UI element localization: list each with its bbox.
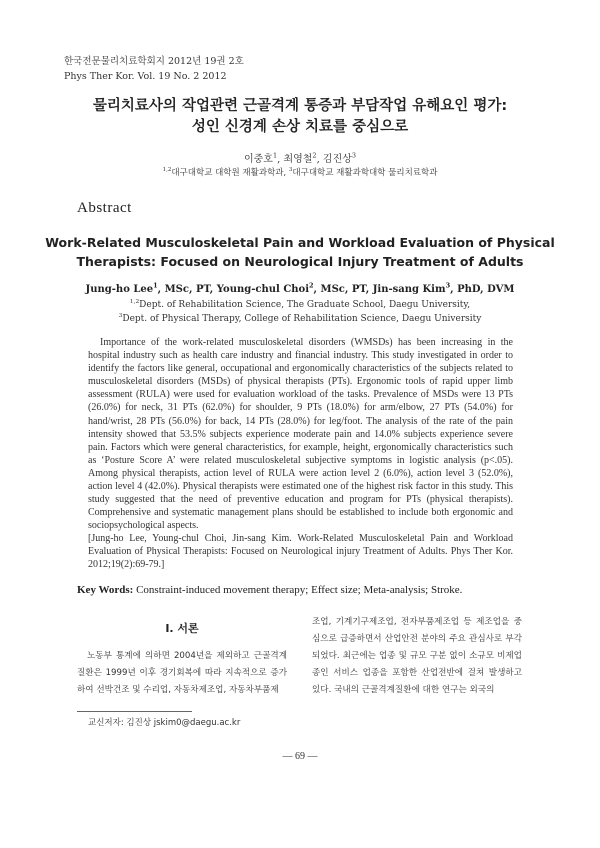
author-degrees: , PhD, DVM	[450, 284, 515, 295]
citation: [Jung-ho Lee, Young-chul Choi, Jin-sang Kim. Work-Related Musculoskeletal Pain and Workload Evaluation of Physical Therapists: Focused on Neurological injury Treatment of Adults. Phys Ther Kor. 2012;19(2):69-79.]	[88, 533, 513, 571]
author-sup: 3	[351, 151, 357, 160]
korean-title-line1: 물리치료사의 작업관련 근골격계 통증과 부담작업 유해요인 평가:	[92, 98, 508, 114]
english-title-line2: Therapists: Focused on Neurological Injury Treatment of Adults	[76, 254, 524, 269]
author-name: Young-chul Choi	[216, 284, 310, 295]
author-degrees: , MSc, PT,	[313, 284, 373, 295]
author-sup: 3	[445, 281, 451, 290]
journal-english-line: Phys Ther Kor. Vol. 19 No. 2 2012	[64, 71, 227, 82]
abstract-body	[88, 336, 513, 532]
korean-authors	[0, 150, 600, 165]
english-title-line1: Work-Related Musculoskeletal Pain and Workload Evaluation of Physical	[45, 235, 555, 250]
affiliation-sup: 1,2	[129, 299, 140, 305]
author-name: 김진상	[322, 154, 352, 165]
english-affiliation	[0, 298, 600, 326]
author-separator: ,	[277, 154, 284, 165]
affiliation-text: 대구대학교 대학원 재활과학과,	[171, 168, 289, 178]
footnote-divider	[77, 711, 192, 712]
korean-title	[30, 96, 570, 138]
author-separator: ,	[316, 154, 323, 165]
body-column-right	[312, 614, 522, 699]
korean-affiliation	[0, 166, 600, 178]
author-sup: 1	[153, 281, 158, 290]
affiliation-sup: 3	[118, 313, 123, 319]
author-name: 최영철	[283, 154, 313, 165]
author-name: 이중호	[243, 154, 273, 165]
body-column-left	[77, 648, 287, 699]
affiliation-sup: 3	[288, 167, 293, 174]
keywords-text: Constraint-induced movement therapy; Effect size; Meta-analysis; Stroke.	[136, 584, 463, 596]
author-sup: 1	[272, 151, 278, 160]
abstract-paragraph: Importance of the work-related musculoskeletal disorders (WMSDs) has been increasing in the hospital industry such as health care industry and financial industry. This study investigated in order to identify the factors like general, occupational and ergonomically characteristics of the subjects related to musculoskeletal disorders (MSDs) of physical therapists (PTs). Ergonomic tools of rapid upper limb assessment (RULA) were used for evaluation workload of the tasks. Prevalence of MSDs were 13 PTs (26.0%) for neck, 31 PTs (62.0%) for shoulder, 9 PTs (18.0%) for arm/elbow, 27 PTs (54.0%) for hand/wrist, 28 PTs (56.0%) for back, 14 PTs (28.0%) for leg/foot. The analysis of the rate of the pain intensity showed that 53.5% subjects experience moderate pain and 14.0% subjects experience severe pain. Factors which were general characteristics, for example, height, ergonomically characteristics such as ‘Posture Score A’ were related musculoskeletal subjective symptoms in logistic analysis (p<.05). Among physical therapists, action level of RULA were action level 2 (6.0%), action level 3 (52.0%), action level 4 (42.0%). Physical therapists were estimated one of the highest risk factor in this study. This study suggested that the need of preventive education and program for PTs (physical therapists). Comprehensive and systematic management plans should be established to include both ergonomic and sociopsychological aspects.	[88, 337, 513, 532]
journal-header	[64, 54, 244, 84]
author-sup: 2	[312, 151, 317, 160]
author-sup: 2	[309, 281, 314, 290]
author-degrees: , MSc, PT,	[157, 284, 217, 295]
abstract-heading: Abstract	[77, 200, 132, 216]
section-heading: Ⅰ. 서론	[165, 622, 199, 635]
body-paragraph: 조업, 기계기구제조업, 전자부품제조업 등 제조업을 중심으로 급증하면서 산업안전 분야의 주요 관심사로 부각되었다. 최근에는 업종 및 규모 구분 없이 소규모 비제업종인 서비스 업종을 포함한 산업전반에 걸쳐 발생하고 있다. 국내의 근골격계질환에 대한 연구는 외국의	[312, 617, 522, 695]
journal-korean-line: 한국전문물리치료학회지 2012년 19권 2호	[64, 56, 244, 67]
korean-title-line2: 성인 신경계 손상 치료를 중심으로	[191, 119, 409, 135]
affiliation-line	[0, 312, 600, 326]
english-title	[40, 233, 560, 271]
affiliation-text: Dept. of Physical Therapy, College of Rehabilitation Science, Daegu University	[122, 314, 482, 324]
affiliation-text: 대구대학교 재활과학대학 물리치료학과	[292, 168, 438, 178]
keywords	[77, 584, 462, 596]
affiliation-sup: 1,2	[162, 167, 172, 174]
english-authors	[0, 281, 600, 295]
affiliation-line	[0, 298, 600, 312]
affiliation-text: Dept. of Rehabilitation Science, The Graduate School, Daegu University,	[139, 300, 471, 310]
author-name: Jin-sang Kim	[372, 284, 446, 295]
body-paragraph: 노동부 통계에 의하면 2004년을 제외하고 근골격계 질환은 1999년 이후 경기회복에 따라 지속적으로 증가하여 선박건조 및 수리업, 자동차제조업, 자동차부품제	[77, 651, 287, 695]
footnote-corresponding-author: 교신저자: 김진상 jskim0@daegu.ac.kr	[88, 718, 241, 728]
page-number: ― 69 ―	[282, 751, 318, 762]
keywords-label: Key Words:	[77, 584, 137, 596]
author-name: Jung-ho Lee	[85, 284, 154, 295]
